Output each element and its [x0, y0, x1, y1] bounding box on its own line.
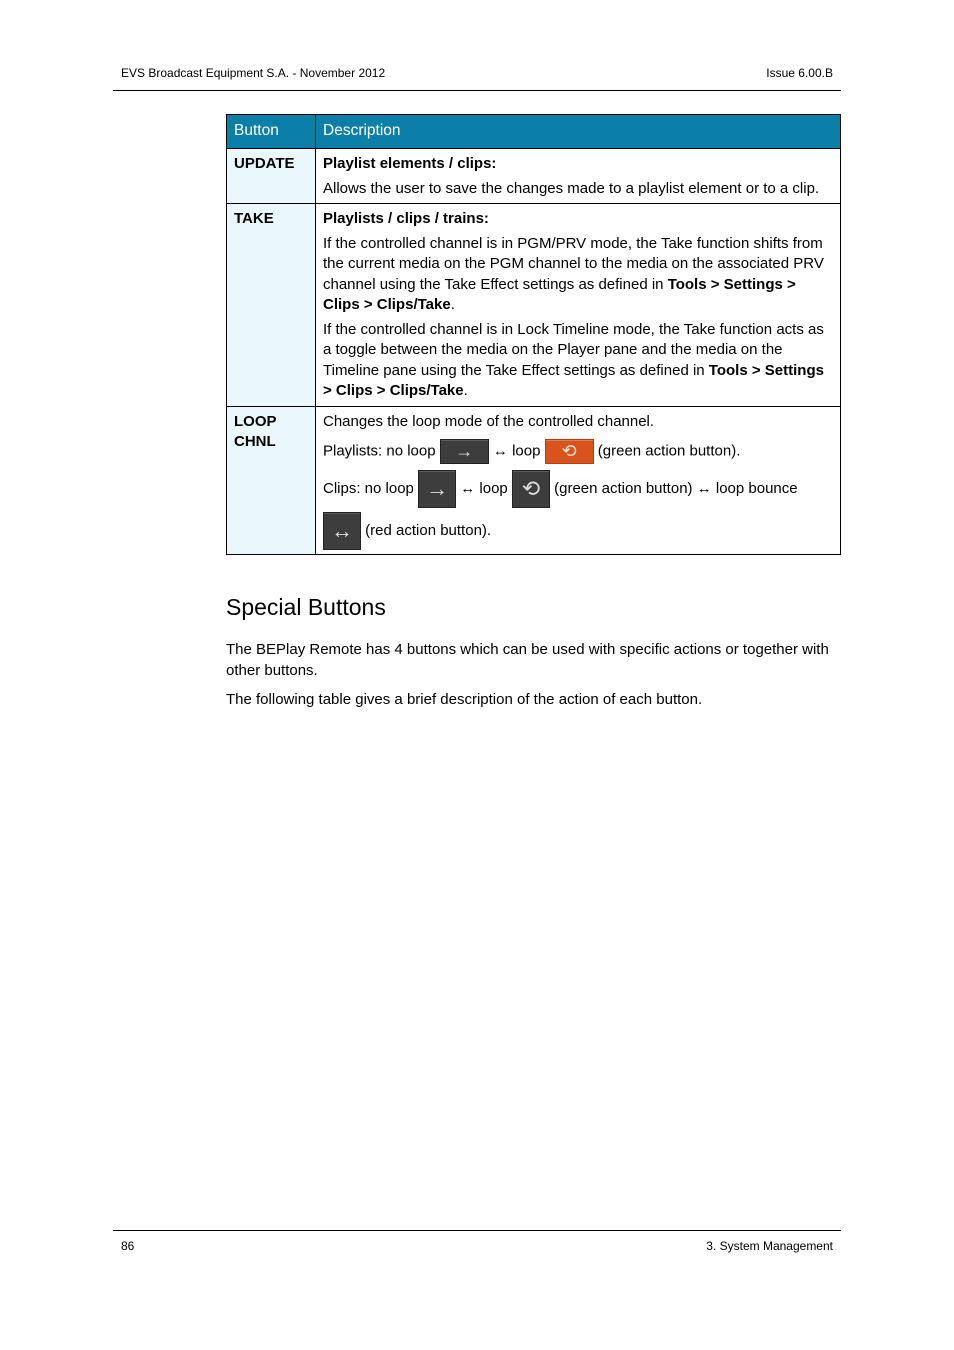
footer-chapter: 3. System Management — [706, 1239, 833, 1253]
loop-icon: ⟲ — [545, 439, 594, 464]
take-p2-text: If the controlled channel is in Lock Timeline mode, the Take function acts as a toggle between the media on the Player pane and the media on the Timeline pane using the Take Effect settings as defined in — [323, 320, 824, 379]
clips-mid: ↔ loop — [456, 479, 512, 497]
loop-intro: Changes the loop mode of the controlled channel. — [323, 412, 655, 430]
button-description-table — [226, 114, 841, 555]
loop-button-line-2: CHNL — [234, 433, 276, 450]
table-row-take — [227, 204, 841, 407]
clips-prefix: Clips: no loop — [323, 479, 414, 497]
table-row-loop-chnl — [227, 406, 841, 555]
playlists-mid: ↔ loop — [488, 442, 545, 460]
button-name-loop-chnl — [227, 406, 316, 555]
take-p1-end: . — [450, 296, 455, 313]
loop-button-line-1: LOOP — [234, 412, 277, 430]
section-title: Special Buttons — [226, 594, 386, 620]
page-header — [113, 58, 841, 91]
take-heading: Playlists / clips / trains: — [323, 210, 489, 227]
description-take — [316, 204, 841, 407]
section-paragraph-1: The BEPlay Remote has 4 buttons which can be used with specific actions or together with other buttons. — [226, 641, 829, 679]
playlists-prefix: Playlists: no loop — [323, 442, 436, 460]
header-issue: Issue 6.00.B — [766, 66, 833, 80]
loop-icon: ⟲ — [512, 470, 550, 508]
take-p2-menu-path: Tools > Settings > Clips > Clips/Take — [323, 361, 824, 399]
column-header-button: Button — [227, 115, 316, 149]
take-paragraph-1 — [323, 234, 833, 316]
description-update — [316, 149, 841, 204]
update-heading: Playlist elements / clips: — [323, 155, 497, 172]
section-paragraph-2: The following table gives a brief description of the action of each button. — [226, 691, 703, 708]
playlists-suffix: (green action button). — [593, 442, 741, 460]
loop-bounce-line — [323, 512, 833, 550]
button-name-update: UPDATE — [227, 149, 316, 204]
header-company-date: EVS Broadcast Equipment S.A. - November 2012 — [121, 66, 386, 80]
loop-playlists-line — [323, 439, 833, 464]
page-number: 86 — [121, 1239, 135, 1253]
take-paragraph-2 — [323, 320, 833, 402]
column-header-description: Description — [316, 115, 841, 149]
table-row-update — [227, 149, 841, 204]
table-header-row — [227, 115, 841, 149]
button-name-take: TAKE — [227, 204, 316, 407]
arrow-right-icon: → — [418, 470, 456, 508]
description-loop-chnl — [316, 406, 841, 555]
clips-suffix: (green action button) ↔ loop bounce — [549, 479, 798, 497]
take-p2-end: . — [463, 382, 468, 399]
loop-clips-line — [323, 470, 833, 508]
take-p1-menu-path: Tools > Settings > Clips > Clips/Take — [323, 275, 796, 313]
page-footer — [113, 1230, 841, 1253]
arrow-right-icon: → — [440, 439, 489, 464]
update-text: Allows the user to save the changes made to a playlist element or to a clip. — [323, 179, 820, 197]
double-arrow-icon: ↔ — [323, 512, 361, 550]
take-p1-text: If the controlled channel is in PGM/PRV mode, the Take function shifts from the current media on the PGM channel to the media on the associated PRV channel using the Take Effect settings as defined in — [323, 234, 824, 293]
bounce-suffix: (red action button). — [361, 521, 492, 539]
